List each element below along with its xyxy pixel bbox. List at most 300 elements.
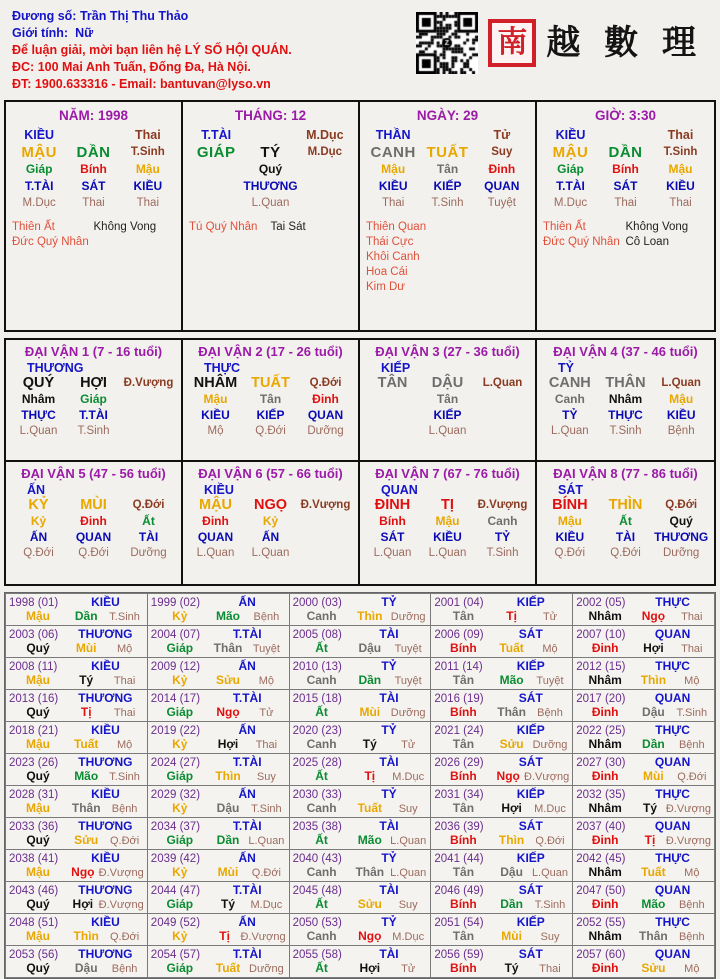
year-god: QUAN (654, 691, 691, 705)
year-stage: Tử (401, 963, 416, 975)
year-cell[interactable] (431, 786, 573, 818)
year-stem: Quý (26, 769, 50, 783)
promo-line-1: Để luận giải, mời bạn liên hệ LÝ SỐ HỘI QUÁN. (12, 43, 292, 57)
year-cell[interactable] (6, 914, 148, 946)
year-cell[interactable] (147, 722, 289, 754)
year-cell-top (434, 915, 569, 929)
pillar-hidden-gods (189, 178, 352, 195)
year-branch: Thân (71, 801, 101, 815)
year-cell[interactable] (573, 818, 715, 850)
dai-van-hidden-stages (365, 545, 530, 561)
year-cell[interactable] (573, 658, 715, 690)
year-god: THỰC (655, 915, 690, 929)
dai-van-8[interactable] (537, 462, 714, 584)
year-stem: Canh (306, 737, 337, 751)
hidden-god: KIẾP (433, 179, 462, 193)
hidden-god (121, 407, 176, 423)
year-cell[interactable] (147, 850, 289, 882)
special-stars-right (94, 220, 176, 250)
table-row (6, 882, 715, 914)
hidden-stage: Q.Đới (78, 547, 109, 559)
year-cell[interactable] (431, 626, 573, 658)
hidden-stage: Q.Đới (255, 425, 286, 437)
year-label: 2039 (42) (150, 853, 201, 865)
year-cell-bottom (434, 897, 569, 911)
year-stage: Mộ (542, 643, 558, 655)
year-cell[interactable] (431, 914, 573, 946)
year-stem: Đinh (591, 833, 619, 847)
dai-van-title: ĐẠI VẬN 7 (67 - 76 tuổi) (375, 466, 520, 481)
pillar-life-stage: T.Sinh (130, 146, 165, 158)
hidden-god: QUAN (484, 179, 520, 193)
year-cell[interactable] (147, 914, 289, 946)
year-cell-bottom (293, 865, 428, 879)
year-stem: Đinh (591, 641, 619, 655)
year-god: THỰC (655, 723, 690, 737)
pillar-earthly-branch: DẦN (76, 144, 111, 161)
year-cell[interactable] (147, 882, 289, 914)
star-item: Khôi Canh (366, 251, 420, 263)
table-row (6, 946, 715, 978)
pillar-main-god: KIỀU (24, 128, 55, 142)
year-stage: T.Sinh (534, 899, 566, 911)
year-cell-bottom (576, 801, 711, 815)
year-cell-top (9, 947, 144, 961)
year-cell-top (151, 947, 286, 961)
year-stage: Bệnh (678, 931, 705, 943)
year-cell[interactable] (147, 626, 289, 658)
year-cell-bottom (576, 673, 711, 687)
subject-gender-line (12, 25, 292, 42)
year-cell-bottom (9, 897, 144, 911)
year-cell[interactable] (6, 722, 148, 754)
subject-gender-value: Nữ (75, 26, 94, 40)
company-seal-icon: 南 (488, 19, 536, 67)
year-cell[interactable] (6, 626, 148, 658)
year-god: QUAN (654, 883, 691, 897)
year-branch: Thìn (498, 833, 525, 847)
year-cell[interactable] (431, 594, 573, 626)
year-stem: Mậu (26, 929, 50, 943)
year-cell[interactable] (289, 626, 431, 658)
year-label: 2014 (17) (150, 693, 201, 705)
pillar-hidden-stages (12, 195, 175, 212)
year-branch: Sửu (357, 897, 382, 911)
year-god: THỰC (655, 851, 690, 865)
year-branch: Sửu (641, 961, 666, 975)
year-cell-top (151, 851, 286, 865)
year-cell[interactable] (6, 850, 148, 882)
year-cell[interactable] (6, 658, 148, 690)
year-god: THƯƠNG (78, 947, 133, 961)
hidden-stage: L.Quan (251, 547, 290, 559)
year-cell-top (9, 659, 144, 673)
hidden-stage: Thai (614, 197, 637, 209)
year-cell-top (434, 787, 569, 801)
hidden-stem: Ất (619, 514, 632, 528)
hidden-stage: L.Quan (196, 547, 235, 559)
year-cell[interactable] (289, 850, 431, 882)
year-god: THƯƠNG (78, 883, 133, 897)
dai-van-1[interactable] (6, 340, 183, 462)
year-cell[interactable] (573, 690, 715, 722)
year-stem: Nhâm (588, 737, 622, 751)
year-cell[interactable] (147, 690, 289, 722)
year-stage: Đ.Vượng (524, 771, 570, 783)
hidden-stem (121, 391, 176, 407)
pillar-special-stars (543, 220, 708, 250)
year-stage: Dưỡng (532, 739, 568, 751)
year-cell-bottom (434, 641, 569, 655)
year-god: SÁT (518, 819, 543, 833)
year-stage: Tử (542, 611, 558, 623)
year-branch: Mão (215, 609, 240, 623)
year-branch: Mão (357, 833, 382, 847)
star-item: Thiên Ất (543, 221, 586, 233)
year-branch: Thìn (357, 609, 383, 623)
hidden-god (475, 407, 530, 423)
year-god: THƯƠNG (78, 755, 133, 769)
dai-van-hidden-gods (542, 529, 709, 545)
year-stage: Suy (540, 931, 560, 943)
year-label: 2030 (33) (292, 789, 342, 801)
year-cell[interactable] (6, 594, 148, 626)
year-cell[interactable] (431, 754, 573, 786)
hidden-stem: Mậu (203, 392, 228, 406)
qr-code-icon[interactable] (416, 12, 478, 74)
year-cell[interactable] (6, 882, 148, 914)
year-cell[interactable] (289, 658, 431, 690)
year-stem: Giáp (166, 897, 194, 911)
dai-van-stem-branch (365, 497, 530, 513)
year-cell-bottom (9, 769, 144, 783)
year-cell-bottom (293, 673, 428, 687)
year-label: 2029 (32) (150, 789, 201, 801)
hidden-stage: Thai (669, 197, 692, 209)
year-label: 2013 (16) (9, 693, 59, 705)
hidden-stem (475, 391, 530, 407)
year-stem: Canh (306, 865, 337, 879)
year-stem: Nhâm (588, 929, 622, 943)
year-label: 2051 (54) (434, 917, 484, 929)
year-stage: T.Sinh (109, 611, 140, 623)
year-god: ẤN (238, 851, 256, 865)
year-label: 2043 (46) (9, 885, 59, 897)
hidden-god: T.TÀI (24, 179, 54, 193)
dai-van-title: ĐẠI VẬN 2 (17 - 26 tuổi) (198, 344, 343, 359)
dai-van-hidden-stages (365, 423, 530, 439)
year-cell-top (293, 819, 428, 833)
dai-van-hidden-gods (542, 407, 709, 423)
year-cell[interactable] (6, 690, 148, 722)
year-cell[interactable] (147, 594, 289, 626)
dai-van-stem-branch (11, 497, 176, 513)
dai-van-hidden-stages (11, 423, 176, 439)
dai-van-stem-branch (188, 375, 353, 391)
year-god: KIỀU (91, 659, 120, 673)
dai-van-stem-branch (188, 497, 353, 513)
year-stem: Mậu (26, 801, 50, 815)
year-cell[interactable] (289, 754, 431, 786)
year-stage: T.Sinh (676, 707, 708, 719)
table-row (6, 914, 715, 946)
year-cell[interactable] (6, 946, 148, 978)
year-god: TÀI (379, 947, 399, 961)
year-cell[interactable] (289, 786, 431, 818)
hidden-god: T.TÀI (79, 408, 108, 422)
dai-van-stem: MẬU (198, 497, 233, 513)
year-stem: Đinh (591, 769, 619, 783)
year-cell[interactable] (431, 722, 573, 754)
year-branch: Tý (504, 961, 519, 975)
year-cell[interactable] (289, 914, 431, 946)
year-cell[interactable] (573, 786, 715, 818)
year-branch: Dậu (642, 705, 665, 719)
pillar-stem-branch (189, 144, 352, 161)
year-stem: Tân (452, 609, 475, 623)
hidden-stage: Dưỡng (662, 547, 700, 559)
year-cell[interactable] (6, 754, 148, 786)
dai-van-stage: L.Quan (482, 377, 523, 389)
pillar-hidden-stems (543, 161, 708, 178)
year-cycle-table (5, 593, 715, 978)
pillar-main-god: T.TÀI (201, 128, 232, 142)
hidden-stem: Đinh (488, 162, 516, 176)
year-branch: Mão (74, 769, 99, 783)
year-cell[interactable] (573, 626, 715, 658)
year-cell-top (151, 915, 286, 929)
pillar-top-stage: Tử (493, 128, 511, 142)
year-god: TÀI (379, 755, 399, 769)
hidden-stage: M.Dục (553, 197, 588, 209)
year-cell-bottom (434, 801, 569, 815)
dai-van-6[interactable] (183, 462, 360, 584)
year-cell[interactable] (147, 946, 289, 978)
year-god: ẤN (238, 595, 256, 609)
year-cell[interactable] (147, 818, 289, 850)
year-cell-top (576, 723, 711, 737)
year-god: KIỀU (91, 595, 120, 609)
year-stage: Bệnh (678, 899, 705, 911)
year-cell[interactable] (573, 594, 715, 626)
year-cell[interactable] (573, 722, 715, 754)
year-cell-top (434, 723, 569, 737)
year-god: THỰC (655, 659, 690, 673)
subject-gender-label: Giới tính: (12, 26, 69, 40)
hidden-stem: Mậu (669, 392, 694, 406)
year-branch: Tý (643, 801, 658, 815)
year-stage: Q.Đới (109, 835, 140, 847)
year-cell-top (434, 947, 569, 961)
year-cell-top (576, 819, 711, 833)
year-god: KIẾP (516, 595, 545, 609)
year-cell[interactable] (431, 882, 573, 914)
hidden-stage: Thai (82, 197, 105, 209)
year-label: 2028 (31) (9, 789, 59, 801)
pillar-life-stage: M.Dục (307, 146, 343, 158)
dai-van-2[interactable] (183, 340, 360, 462)
four-pillars-grid (4, 100, 716, 332)
dai-van-stem-branch (542, 375, 709, 391)
year-cell-top (151, 883, 286, 897)
hidden-stage: T.Sinh (486, 547, 519, 559)
year-branch: Hợi (643, 641, 664, 655)
year-cell-bottom (293, 801, 428, 815)
hidden-god: TỶ (494, 530, 511, 544)
year-cell[interactable] (289, 818, 431, 850)
year-cell-top (434, 755, 569, 769)
dai-van-top-god: SÁT (558, 483, 583, 497)
hidden-stem: Đinh (312, 392, 339, 406)
year-branch: Dậu (216, 801, 240, 815)
year-god: TỶ (381, 787, 397, 801)
pillar-hidden-stages (366, 195, 529, 212)
year-cell[interactable] (6, 818, 148, 850)
year-stem: Kỷ (172, 929, 188, 943)
year-stage: Suy (398, 899, 418, 911)
star-item: Tú Quý Nhân (189, 221, 258, 233)
year-branch: Thân (213, 641, 243, 655)
year-cell-top (293, 915, 428, 929)
hidden-stem: Nhâm (21, 392, 56, 406)
year-god: KIẾP (516, 915, 545, 929)
year-cell[interactable] (431, 818, 573, 850)
year-cell[interactable] (289, 882, 431, 914)
pillar-title: NĂM: 1998 (58, 108, 129, 123)
hidden-god: ẤN (29, 530, 48, 544)
hidden-stem: Tân (436, 162, 459, 176)
star-item: Kim Dư (366, 281, 406, 293)
year-cell-bottom (293, 961, 428, 975)
table-row (6, 818, 715, 850)
hidden-stem: Giáp (25, 162, 53, 176)
year-label: 2005 (08) (292, 629, 342, 641)
year-god: TỶ (381, 595, 397, 609)
year-stage: Đ.Vượng (98, 867, 144, 879)
dai-van-4[interactable] (537, 340, 714, 462)
year-cell[interactable] (573, 946, 715, 978)
year-label: 2017 (20) (576, 693, 626, 705)
page-header (0, 0, 720, 100)
year-stage: Bệnh (253, 611, 280, 623)
year-cell-bottom (434, 737, 569, 751)
year-label: 2027 (30) (576, 757, 626, 769)
year-cell[interactable] (147, 786, 289, 818)
year-god: THỰC (655, 595, 690, 609)
year-label: 2002 (05) (576, 597, 626, 609)
dai-van-stem: CANH (548, 375, 591, 391)
year-cell[interactable] (289, 594, 431, 626)
year-stem: Ất (315, 769, 328, 783)
pillar-main-god: THẦN (375, 128, 411, 142)
year-cell[interactable] (289, 946, 431, 978)
year-cell-bottom (151, 609, 286, 623)
dai-van-7[interactable] (360, 462, 537, 584)
year-cell[interactable] (289, 690, 431, 722)
year-stem: Đinh (591, 961, 619, 975)
pillar-3 (360, 102, 537, 330)
pillar-earthly-branch: TUẤT (426, 144, 469, 161)
hidden-stage: Tuyệt (487, 197, 516, 209)
year-cell[interactable] (147, 658, 289, 690)
year-label: 2022 (25) (576, 725, 626, 737)
year-stem: Giáp (166, 961, 194, 975)
year-label: 2055 (58) (292, 949, 342, 961)
year-cell[interactable] (289, 722, 431, 754)
hidden-god: QUAN (197, 530, 234, 544)
year-god: T.TÀI (232, 883, 262, 897)
hidden-stage: L.Quan (373, 547, 412, 559)
year-stage: M.Dục (250, 899, 283, 911)
year-branch: Mùi (359, 705, 381, 719)
year-cell-top (434, 819, 569, 833)
table-row (6, 626, 715, 658)
year-stage: Thai (255, 739, 278, 751)
year-god: T.TÀI (232, 755, 262, 769)
year-cell-top (151, 595, 286, 609)
year-stem: Mậu (26, 737, 50, 751)
year-god: SÁT (518, 755, 543, 769)
year-label: 2001 (04) (434, 597, 484, 609)
year-cell-top (151, 723, 286, 737)
year-cell[interactable] (573, 914, 715, 946)
year-cell[interactable] (573, 754, 715, 786)
year-cell[interactable] (573, 850, 715, 882)
hidden-stem: Giáp (80, 392, 107, 406)
year-stage: Tuyệt (394, 675, 422, 687)
dai-van-branch: NGỌ (253, 497, 288, 513)
year-label: 2037 (40) (576, 821, 626, 833)
year-cell-top (151, 755, 286, 769)
year-god: TỶ (381, 851, 397, 865)
special-stars-left (366, 220, 448, 295)
year-cell[interactable] (573, 882, 715, 914)
year-stem: Tân (452, 929, 475, 943)
year-cell-bottom (434, 609, 569, 623)
year-cell[interactable] (6, 786, 148, 818)
year-cell[interactable] (431, 850, 573, 882)
year-stem: Bính (450, 833, 477, 847)
year-label: 2012 (15) (576, 661, 626, 673)
year-branch: Ngọ (216, 705, 240, 719)
star-item: Cô Loan (625, 236, 669, 248)
year-label: 2004 (07) (150, 629, 201, 641)
year-god: KIẾP (516, 723, 545, 737)
star-item: Tai Sát (270, 221, 306, 233)
dai-van-stem-branch (11, 375, 176, 391)
year-cell[interactable] (431, 690, 573, 722)
year-stem: Ất (315, 897, 328, 911)
year-branch: Ngọ (496, 769, 520, 783)
year-label: 2025 (28) (292, 757, 342, 769)
dai-van-5[interactable] (6, 462, 183, 584)
dai-van-3[interactable] (360, 340, 537, 462)
year-cell-top (151, 627, 286, 641)
year-cell[interactable] (147, 754, 289, 786)
year-branch: Mùi (643, 769, 664, 783)
year-cell[interactable] (431, 658, 573, 690)
special-stars-right (626, 220, 709, 250)
year-cell[interactable] (431, 946, 573, 978)
year-stem: Giáp (166, 705, 194, 719)
year-cell-bottom (576, 737, 711, 751)
hidden-stem: Mậu (668, 162, 693, 176)
dai-van-hidden-gods (11, 529, 176, 545)
year-stem: Đinh (591, 897, 619, 911)
hidden-stage: Thai (381, 197, 405, 209)
year-stage: Mộ (684, 675, 700, 687)
year-god: TÀI (379, 883, 399, 897)
